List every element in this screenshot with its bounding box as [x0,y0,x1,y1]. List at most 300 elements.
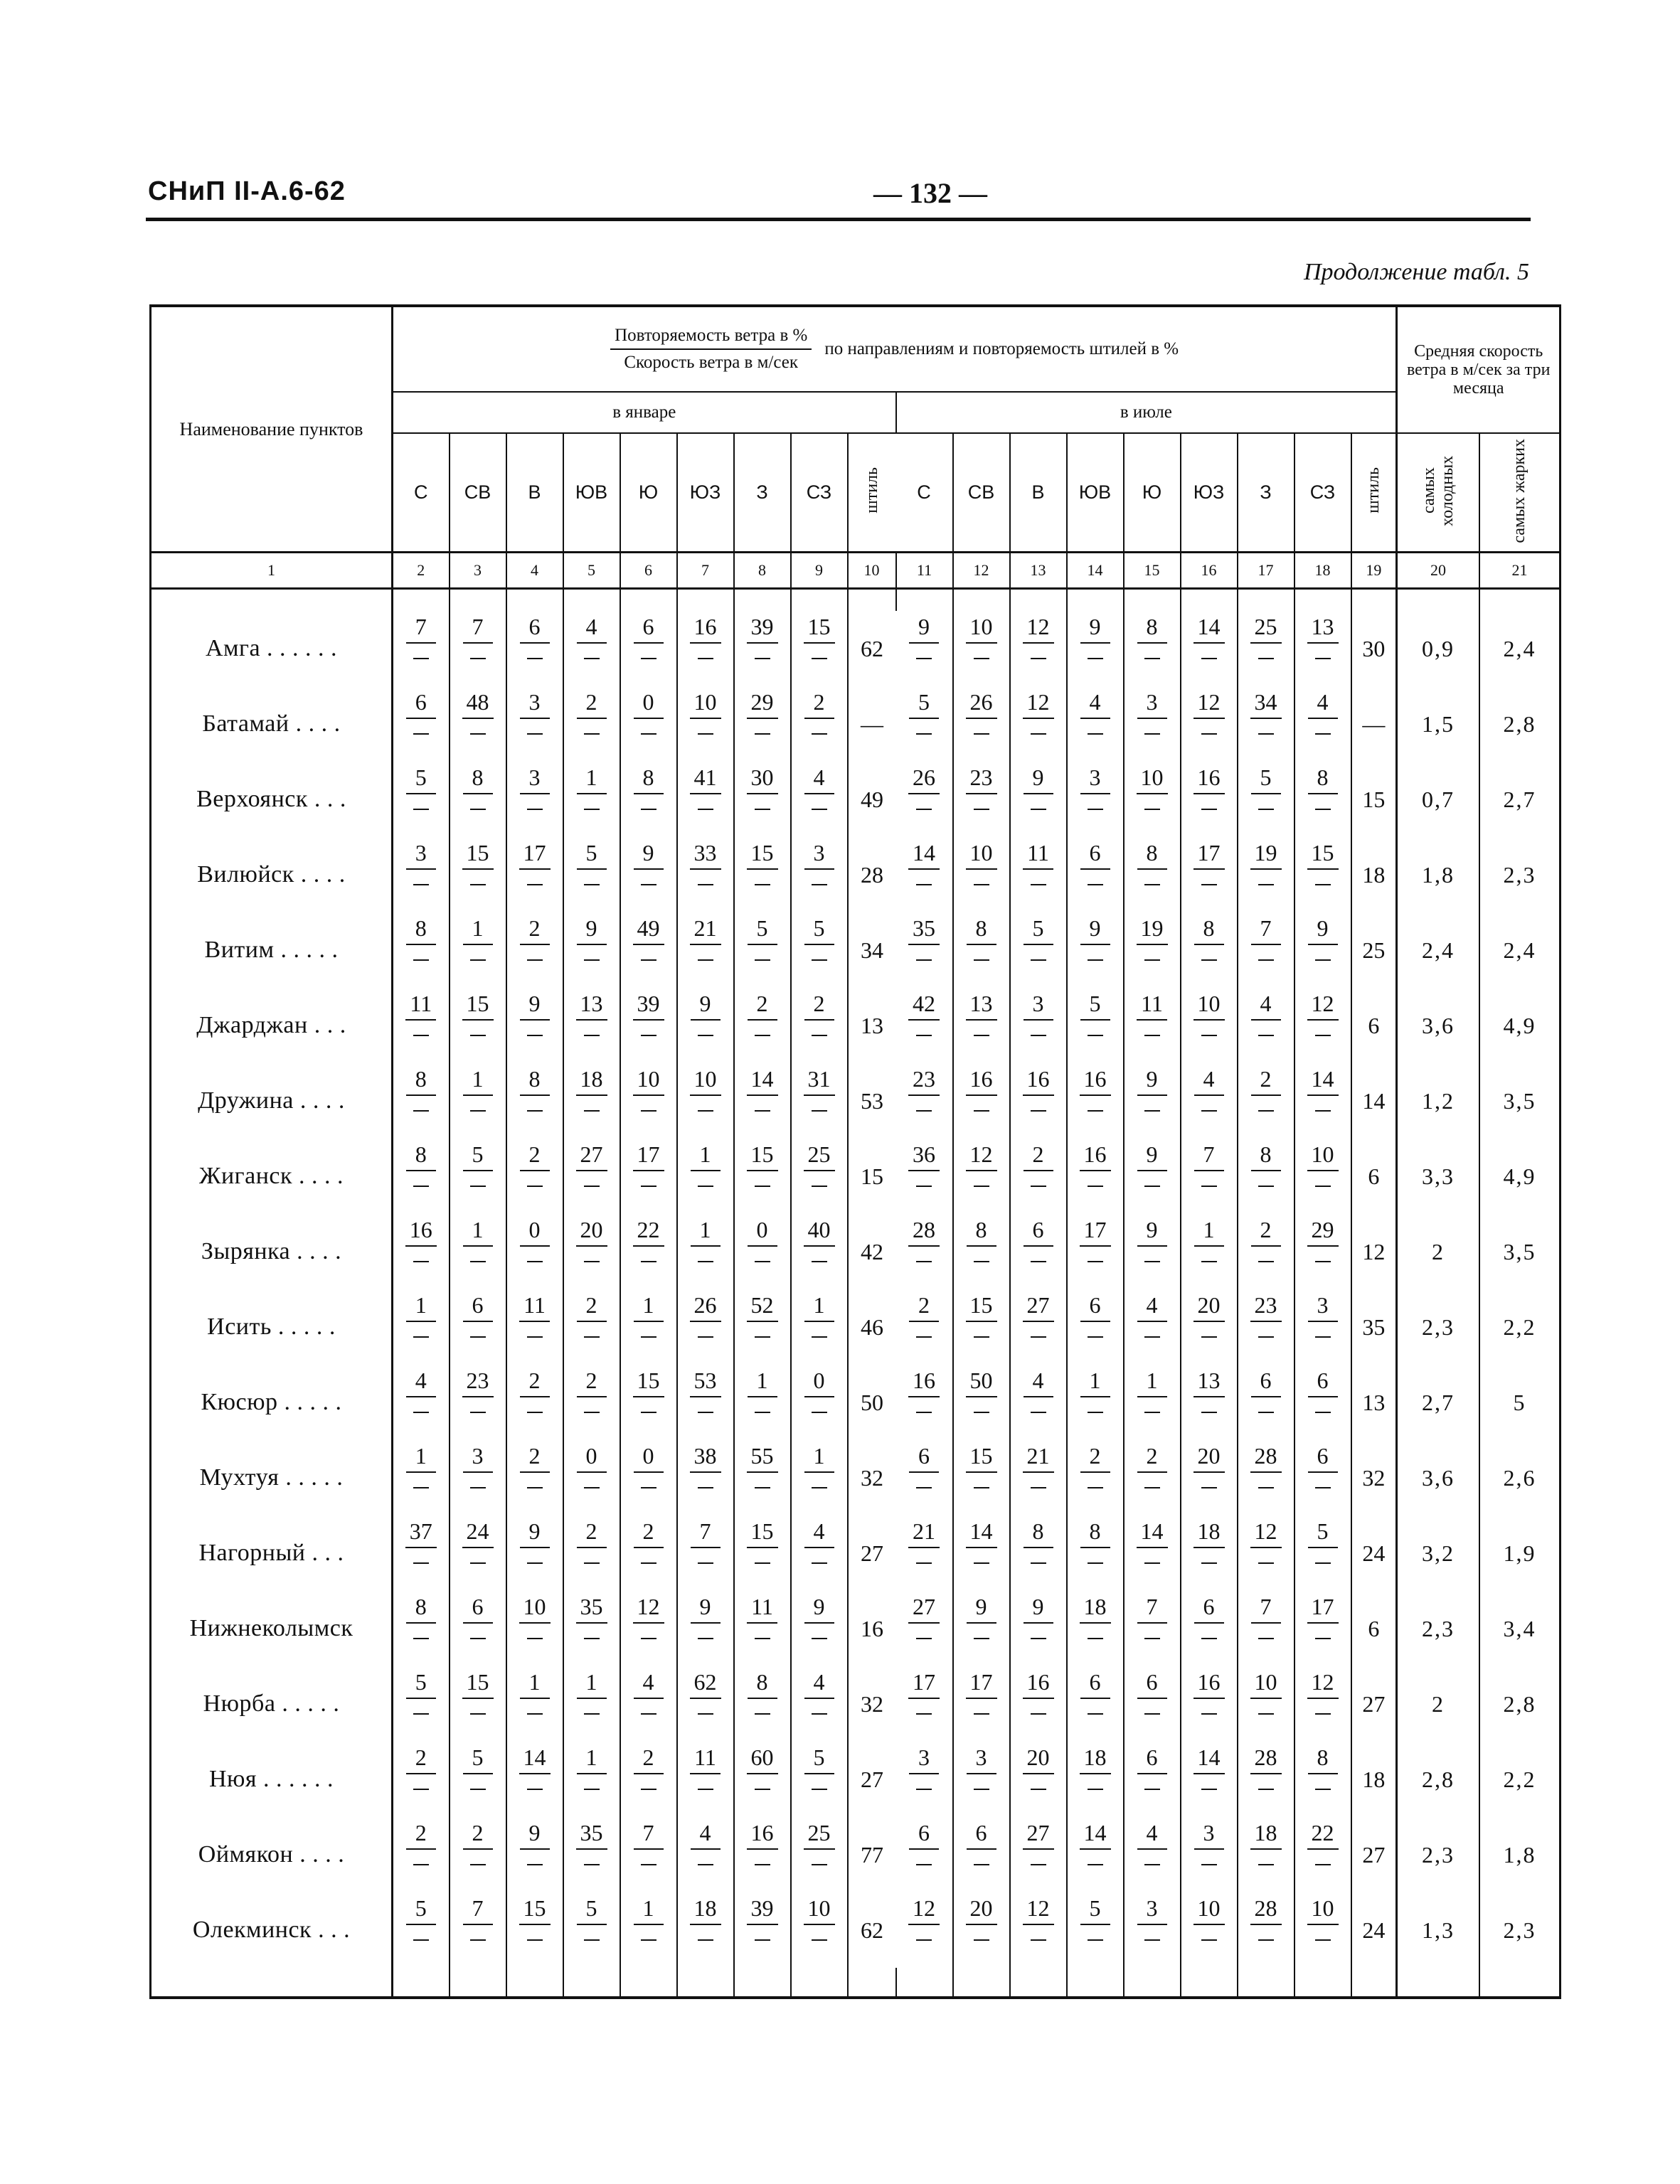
wind-frequency-cell [896,686,953,762]
frequency-value: 13 [576,988,607,1021]
wind-frequency-cell [734,1365,791,1440]
fraction [1295,1440,1351,1516]
wind-frequency-cell [791,837,848,912]
wind-frequency-cell [791,1742,848,1817]
fraction [792,1666,847,1742]
fraction [393,1516,449,1591]
fraction [1295,1063,1351,1139]
speed-value-blank [752,1850,773,1878]
fraction [393,1817,449,1892]
fraction [1181,686,1237,762]
coldest-average-speed: 2,3 [1397,1817,1479,1892]
wind-frequency-cell [677,762,734,837]
speed-value-blank [1198,1774,1220,1803]
speed-value-blank [809,1548,830,1577]
fraction [393,1591,449,1666]
fraction [1181,1591,1237,1666]
frequency-value: 18 [1250,1817,1282,1850]
frequency-value: 2 [577,1516,607,1548]
speed-value-blank [809,1397,830,1426]
frequency-value: 1 [406,1440,436,1473]
coldest-average-speed: 1,8 [1397,837,1479,912]
fraction [792,912,847,988]
fraction [564,762,620,837]
frequency-value: 5 [909,686,939,719]
frequency-value: 2 [804,988,834,1021]
wind-frequency-cell [677,1817,734,1892]
fraction [450,912,506,988]
bottom-cell [848,1968,896,1998]
frequency-value: 5 [577,1892,607,1925]
wind-frequency-cell [1181,988,1238,1063]
wind-frequency-cell [896,1214,953,1289]
frequency-value: 4 [804,1516,834,1548]
fraction [678,762,733,837]
frequency-value: 1 [691,1214,721,1247]
speed-value-blank [581,1473,602,1501]
fraction [1068,1063,1123,1139]
wind-frequency-cell [393,1892,450,1968]
fraction [954,1440,1009,1516]
wind-frequency-cell [1294,1591,1351,1666]
frequency-value: 9 [1024,762,1053,794]
coldest-average-speed: 2,3 [1397,1289,1479,1365]
frequency-value: 7 [1137,1591,1167,1624]
speed-value-blank [1028,644,1049,672]
wind-frequency-cell [450,1365,506,1440]
fraction [896,611,952,686]
frequency-value: 27 [576,1139,607,1171]
wind-frequency-cell [1067,1289,1124,1365]
fraction [1011,1214,1066,1289]
wind-frequency-cell [1181,1289,1238,1365]
speed-value-blank [1085,1548,1106,1577]
fraction [1238,1440,1294,1516]
direction-header-jan: Ю [620,433,677,553]
frequency-value: 39 [747,1892,778,1925]
calm-value: 53 [848,1063,896,1139]
speed-value-blank [1085,1624,1106,1652]
wind-frequency-cell [1181,1440,1238,1516]
speed-value-blank [410,794,432,823]
frequency-value: 6 [1308,1365,1338,1397]
wind-frequency-cell [791,912,848,988]
speed-value-blank [695,644,716,672]
wind-frequency-cell [953,1139,1010,1214]
frequency-value: 9 [1308,912,1338,945]
frequency-value: 14 [519,1742,551,1774]
wind-frequency-cell [677,1516,734,1591]
frequency-value: 9 [1024,1591,1053,1624]
fraction [896,1892,952,1968]
document-code: СНиП II-А.6-62 [148,176,346,206]
frequency-value: 14 [1193,1742,1225,1774]
fraction [954,1063,1009,1139]
wind-frequency-cell [791,1666,848,1742]
speed-value-blank [752,1473,773,1501]
wind-frequency-header [393,306,1397,392]
spacer-cell [1010,589,1067,612]
wind-frequency-cell [1294,1063,1351,1139]
coldest-average-speed: 2,7 [1397,1365,1479,1440]
speed-value-blank [1085,1171,1106,1200]
speed-value-blank [913,794,935,823]
frequency-value: 17 [908,1666,940,1699]
speed-value-blank [1255,1548,1277,1577]
speed-value-blank [1255,1850,1277,1878]
fraction [678,1742,733,1817]
fraction [1181,1742,1237,1817]
wind-frequency-cell [1238,1666,1294,1742]
fraction [450,837,506,912]
calm-value: — [1351,686,1397,762]
frequency-value: 22 [1307,1817,1339,1850]
wind-frequency-cell [563,1063,620,1139]
wind-frequency-cell [450,1440,506,1516]
frequency-value: 16 [1080,1139,1111,1171]
direction-header-jul: ЮЗ [1181,433,1238,553]
table-row [151,1591,1561,1666]
speed-value-blank [638,1021,659,1049]
spacer-cell [1124,589,1181,612]
speed-value-blank [1312,1021,1334,1049]
wind-frequency-cell [896,837,953,912]
speed-value-blank [1028,1548,1049,1577]
wind-frequency-cell [1294,686,1351,762]
frequency-value: 1 [406,1289,436,1322]
frequency-value: 18 [1080,1591,1111,1624]
speed-value-blank [638,644,659,672]
bottom-cell [1351,1968,1397,1998]
speed-value-blank [695,1171,716,1200]
speed-value-blank [524,1850,546,1878]
fraction [621,1742,676,1817]
column-number: 7 [677,553,734,589]
speed-value-blank [467,1096,489,1124]
wind-frequency-cell [1124,1892,1181,1968]
wind-frequency-cell [620,1666,677,1742]
frequency-value: 3 [1308,1289,1338,1322]
speed-value-blank [1085,945,1106,974]
fraction [1125,912,1180,988]
speed-value-blank [752,1247,773,1275]
column-number: 19 [1351,553,1397,589]
fraction [1011,837,1066,912]
speed-value-blank [695,1925,716,1954]
frequency-value: 12 [633,1591,664,1624]
speed-value-blank [638,1774,659,1803]
frequency-value: 27 [1023,1817,1054,1850]
fraction [1068,1892,1123,1968]
wind-frequency-cell [953,1817,1010,1892]
table-row [151,988,1561,1063]
table-row [151,1365,1561,1440]
speed-value-blank [1255,1171,1277,1200]
fraction [564,912,620,988]
speed-value-blank [638,1473,659,1501]
direction-header-jul: Ю [1124,433,1181,553]
fraction [1125,1440,1180,1516]
fraction [1238,837,1294,912]
frequency-value: 11 [405,988,436,1021]
fraction [896,1139,952,1214]
wind-frequency-cell [1238,611,1294,686]
calm-value: 13 [1351,1365,1397,1440]
wind-frequency-cell [791,1817,848,1892]
wind-frequency-cell [1124,762,1181,837]
speed-value-blank [752,794,773,823]
wind-frequency-cell [953,1591,1010,1666]
speed-value-blank [809,1699,830,1727]
fraction [507,912,563,988]
frequency-value: 8 [1137,611,1167,644]
spacer-cell [1479,589,1561,612]
fraction [621,1214,676,1289]
frequency-value: 12 [1023,686,1054,719]
calm-value: 32 [1351,1440,1397,1516]
speed-value-blank [581,1096,602,1124]
frequency-value: 25 [1250,611,1282,644]
wind-frequency-cell [450,762,506,837]
station-name: Верхоянск . . . [151,762,393,837]
wind-frequency-cell [1294,1440,1351,1516]
wind-frequency-cell [1067,1139,1124,1214]
wind-frequency-cell [953,1440,1010,1516]
frequency-value: 16 [1023,1063,1054,1096]
frequency-value: 5 [748,912,777,945]
frequency-value: 2 [520,912,550,945]
speed-value-blank [1142,1397,1163,1426]
wind-frequency-cell [896,611,953,686]
speed-value-blank [1312,1096,1334,1124]
frequency-value: 6 [909,1440,939,1473]
frequency-value: 8 [406,912,436,945]
fraction [1295,1139,1351,1214]
wind-frequency-cell [563,1742,620,1817]
wind-frequency-cell [953,1214,1010,1289]
fraction [507,611,563,686]
fraction [896,1742,952,1817]
frequency-value: 27 [908,1591,940,1624]
speed-value-blank [1312,1699,1334,1727]
wind-frequency-cell [563,1666,620,1742]
fraction [1238,912,1294,988]
wind-frequency-cell [393,1289,450,1365]
fraction [507,1516,563,1591]
wind-frequency-cell [896,988,953,1063]
hottest-average-speed: 4,9 [1479,1139,1561,1214]
wind-frequency-cell [620,837,677,912]
fraction [393,1440,449,1516]
frequency-value: 18 [1080,1742,1111,1774]
wind-frequency-cell [896,1365,953,1440]
fraction [678,988,733,1063]
speed-value-blank [1312,1548,1334,1577]
fraction [1295,837,1351,912]
fraction [1011,1892,1066,1968]
coldest-average-speed: 2 [1397,1666,1479,1742]
fraction [1011,1139,1066,1214]
frequency-value: 8 [406,1063,436,1096]
speed-value-blank [638,1247,659,1275]
column-number: 9 [791,553,848,589]
speed-value-blank [809,794,830,823]
calm-value: — [848,686,896,762]
frequency-value: 21 [1023,1440,1054,1473]
wind-frequency-cell [1238,762,1294,837]
fraction [507,1289,563,1365]
hottest-average-speed: 2,3 [1479,837,1561,912]
fraction [564,1817,620,1892]
frequency-value: 1 [1080,1365,1110,1397]
column-number: 21 [1479,553,1561,589]
fraction [1238,1139,1294,1214]
frequency-value: 5 [406,762,436,794]
frequency-value: 20 [1193,1289,1225,1322]
frequency-value: 1 [634,1892,664,1925]
wind-frequency-cell [506,1892,563,1968]
speed-value-blank [410,1397,432,1426]
hottest-average-speed: 2,8 [1479,686,1561,762]
speed-value-blank [1028,1925,1049,1954]
frequency-value: 8 [1194,912,1224,945]
speed-value-blank [467,1021,489,1049]
speed-value-blank [913,1624,935,1652]
frequency-value: 10 [1250,1666,1282,1699]
speed-value-blank [1085,1096,1106,1124]
speed-value-blank [1312,1171,1334,1200]
spacer-cell [1397,589,1479,612]
wind-frequency-cell [734,1289,791,1365]
frequency-value: 4 [1080,686,1110,719]
frequency-value: 33 [690,837,721,870]
speed-value-blank [1085,1774,1106,1803]
speed-value-blank [695,1774,716,1803]
frequency-value: 6 [909,1817,939,1850]
fraction [1125,1289,1180,1365]
wind-frequency-cell [1238,686,1294,762]
frequency-value: 15 [633,1365,664,1397]
speed-value-blank [1142,719,1163,747]
frequency-value: 1 [577,1742,607,1774]
frequency-value: 4 [1308,686,1338,719]
fraction [564,1892,620,1968]
wind-frequency-cell [1010,762,1067,837]
speed-value-blank [1028,1624,1049,1652]
frequency-value: 49 [633,912,664,945]
wind-frequency-cell [734,988,791,1063]
fraction [564,837,620,912]
wind-frequency-cell [1124,1289,1181,1365]
wind-frequency-cell [1238,837,1294,912]
frequency-value: 2 [463,1817,493,1850]
wind-frequency-cell [393,611,450,686]
speed-value-blank [971,1322,992,1351]
fraction [1181,837,1237,912]
fraction [450,611,506,686]
fraction [954,1892,1009,1968]
speed-value-blank [752,1397,773,1426]
calm-header-jul [1351,433,1397,553]
fraction [954,762,1009,837]
fraction [507,686,563,762]
calm-value: 27 [848,1516,896,1591]
fraction [954,988,1009,1063]
wind-frequency-cell [1181,1666,1238,1742]
wind-frequency-cell [1181,686,1238,762]
speed-value-blank [1312,719,1334,747]
fraction [735,611,790,686]
wind-frequency-cell [1181,1139,1238,1214]
fraction [450,1365,506,1440]
fraction [954,1365,1009,1440]
speed-value-blank [971,1548,992,1577]
calm-value: 46 [848,1289,896,1365]
wind-frequency-cell [1124,1742,1181,1817]
fraction [450,1591,506,1666]
direction-calm-label: по направлениям и повторяемость штилей в % [824,339,1179,358]
frequency-value: 12 [1250,1516,1282,1548]
wind-frequency-cell [734,1214,791,1289]
speed-value-blank [1255,1699,1277,1727]
speed-value-blank [1312,794,1334,823]
speed-value-blank [410,1171,432,1200]
spacer-cell [506,589,563,612]
speed-value-blank [410,1925,432,1954]
wind-frequency-cell [450,1666,506,1742]
hottest-average-speed: 2,4 [1479,912,1561,988]
fraction [507,1742,563,1817]
speed-value-blank [1198,644,1220,672]
calm-value: 32 [848,1440,896,1516]
wind-frequency-cell [563,686,620,762]
coldest-average-speed: 3,3 [1397,1139,1479,1214]
column-number: 3 [450,553,506,589]
fraction [1238,1289,1294,1365]
wind-frequency-cell [450,837,506,912]
speed-value-blank [638,1850,659,1878]
speed-value-blank [1255,1925,1277,1954]
calm-value: 50 [848,1365,896,1440]
wind-frequency-cell [734,686,791,762]
wind-frequency-cell [896,1440,953,1516]
fraction [678,912,733,988]
frequency-value: 36 [908,1139,940,1171]
speed-value-blank [1312,1473,1334,1501]
direction-header-jul: З [1238,433,1294,553]
wind-frequency-cell [450,686,506,762]
column-number: 2 [393,553,450,589]
wind-frequency-cell [393,1063,450,1139]
speed-value-blank [752,1021,773,1049]
fraction [393,611,449,686]
july-header: в июле [896,392,1397,433]
speed-value-blank [581,870,602,898]
frequency-value: 8 [967,912,996,945]
table-row [151,1139,1561,1214]
frequency-value: 17 [1080,1214,1111,1247]
speed-value-blank [1142,1699,1163,1727]
fraction [678,1139,733,1214]
speed-value-blank [809,1624,830,1652]
speed-value-blank [1198,945,1220,974]
spacer-cell [791,589,848,612]
frequency-value: 13 [966,988,997,1021]
speed-value-blank [638,945,659,974]
wind-frequency-cell [506,1666,563,1742]
fraction [792,1892,847,1968]
fraction [507,837,563,912]
